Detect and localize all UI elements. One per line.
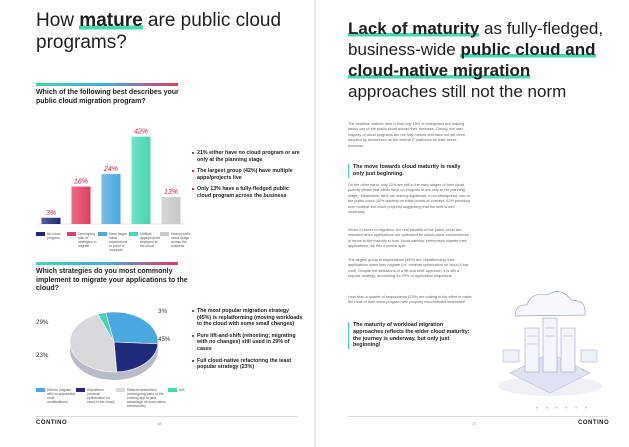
legend-label: Refactor/rearchitect (redesigning parts of the existing app to take advantage of cloud native frameworks): [127, 388, 166, 408]
callout-quote: The move towards cloud maturity is really only just beginning.: [348, 164, 472, 178]
maturity-bar-chart: [36, 112, 186, 230]
legend-item: [160, 232, 191, 248]
callout-quote: The maturity of workload migration approaches reflects the wider cloud maturity: the journey is underway, but only just beginning!: [348, 322, 472, 349]
legend-item: [168, 388, 188, 392]
pie-label-rehost: 29%: [36, 319, 49, 326]
bar-chart-bullets: [192, 150, 304, 205]
question-2: Which strategies do you most commonly implement to migrate your applications to the cloud?: [36, 268, 188, 292]
bar-3: [132, 137, 151, 224]
footer-line: [36, 416, 298, 417]
pie-label-refactor: 23%: [36, 352, 49, 359]
pie-slice-1: [114, 342, 158, 372]
legend-swatch: [168, 388, 177, 392]
legend-swatch: [129, 232, 138, 236]
decorative-dots: • • • • • •: [536, 406, 590, 412]
left-page-title: [36, 10, 296, 54]
legend-item: [36, 232, 67, 240]
legend-swatch: [36, 232, 45, 236]
body-paragraph: When it comes to migration, the real benefits of the public cloud are revealed when applications are optimized for cloud-native environments. In terms of the maturity of how 'cloud-natively' enterprises migrate their applications, we find a similar split.: [348, 228, 470, 249]
bar-value-label: 18%: [73, 178, 89, 186]
cloud-server-illustration: [495, 278, 605, 398]
bar-0: [42, 218, 61, 224]
title-text-start: How: [36, 10, 80, 31]
bar-2: [102, 174, 121, 224]
bullet-item: Full cloud-native refactoring the least popular strategy (23%): [192, 358, 304, 371]
legend-item: [76, 388, 116, 404]
legend-swatch: [160, 232, 169, 236]
bar-4: [162, 197, 181, 224]
bullet-item: The most popular migration strategy (45%) is replatforming (moving workloads to the cloud with some small changes): [192, 308, 304, 328]
bar-value-label: 3%: [45, 209, 57, 217]
legend-item: [116, 388, 168, 408]
body-paragraph: The headline statistic here is that only 13% of enterprises are making heavy use of the public cloud across their business. Clearly, the vast majority of cloud programs are not fully mature and have not yet been adopted by businesses as the central IT platforms for their whole business.: [348, 122, 465, 148]
title-highlight: mature: [79, 10, 143, 31]
legend-label: No cloud program: [47, 232, 61, 240]
legend-label: Developing plan of strategies to migrate: [78, 232, 97, 248]
pie-label-replatform: 45%: [158, 336, 171, 343]
legend-label: Rehost (migrate with no substantial code modifications): [47, 388, 75, 404]
title-text: approaches still not the norm: [348, 82, 567, 101]
title-highlight: public cloud and cloud-native migration: [348, 40, 596, 80]
body-paragraph: On the other hand, only 21% are still in the early stages of their cloud journey (those that either have no program or are only at the planning stage). Meanwhile, 66% are making significant, if not widespread, use of the public cloud (42% working on initial proofs-of-concept, 42% presiding over multiple live cloud projects) suggesting that the shift is well underway.: [348, 183, 471, 215]
pie-legend: [36, 388, 196, 408]
legend-label: Replatform (minimal optimization for cloud in the cloud): [87, 388, 115, 404]
body-paragraph: Less than a quarter of respondents (23%) are putting in the effort to make the most of their cloud program with properly rearchitected workloads!: [348, 295, 472, 305]
pie-chart-bullets: [192, 308, 304, 376]
footer-line: [348, 416, 608, 417]
pie-slice-0: [106, 312, 158, 344]
strategy-pie-chart: [36, 300, 186, 400]
bar-value-label: 24%: [103, 166, 119, 174]
right-page: [316, 0, 629, 447]
page-number: 16: [157, 421, 162, 426]
bullet-item: Pure lift-and-shift (rehosting; migrating with no changes) still used in 29% of cases: [192, 333, 304, 353]
legend-label: Heavy public cloud usage across the business: [171, 232, 191, 248]
legend-label: Multiple apps/projects deployed in the cloud: [140, 232, 161, 248]
section-rule-1: [36, 83, 178, 86]
legend-label: Have begun initial experiments or proof of concepts: [109, 232, 128, 252]
bar-1: [72, 187, 91, 224]
body-paragraph: The largest group of respondents (45%) are 'replatforming' their applications when they migrate (i.e. minimal optimization for cloud if low cost). Despite the limitations of a 'lift and shift' approach, it is still a popular strategy, accounting for 29% of application migrations.: [348, 258, 469, 279]
legend-swatch: [76, 388, 85, 392]
legend-swatch: [98, 232, 107, 236]
legend-label: N/A: [179, 388, 185, 392]
pie-label-na: 3%: [158, 308, 167, 315]
bar-value-label: 42%: [133, 128, 149, 136]
bullet-item: The largest group (42%) have multiple apps/projects live: [192, 168, 304, 181]
legend-swatch: [36, 388, 45, 392]
title-highlight: Lack of maturity: [348, 19, 480, 38]
legend-item: [67, 232, 98, 248]
legend-item: [129, 232, 160, 248]
bullet-item: 21% either have no cloud program or are only at the planning stage: [192, 150, 304, 163]
left-page: [0, 0, 314, 447]
bar-legend: [36, 232, 196, 252]
legend-item: [98, 232, 129, 252]
legend-swatch: [67, 232, 76, 236]
page-number: 17: [472, 421, 477, 426]
right-page-title: [348, 18, 618, 102]
footer-brand: CONTINO: [36, 420, 68, 426]
question-1: Which of the following best describes your public cloud migration program?: [36, 89, 179, 105]
title-text-end: are public cloud programs?: [36, 10, 282, 53]
bar-value-label: 13%: [163, 188, 179, 196]
legend-swatch: [116, 388, 125, 392]
legend-item: [36, 388, 76, 404]
title-text: as fully-fledged, business-wide: [348, 19, 604, 59]
bullet-item: Only 13% have a fully-fledged public cloud program across the business: [192, 186, 304, 199]
section-rule-2: [36, 262, 178, 265]
footer-brand: CONTINO: [578, 420, 610, 426]
